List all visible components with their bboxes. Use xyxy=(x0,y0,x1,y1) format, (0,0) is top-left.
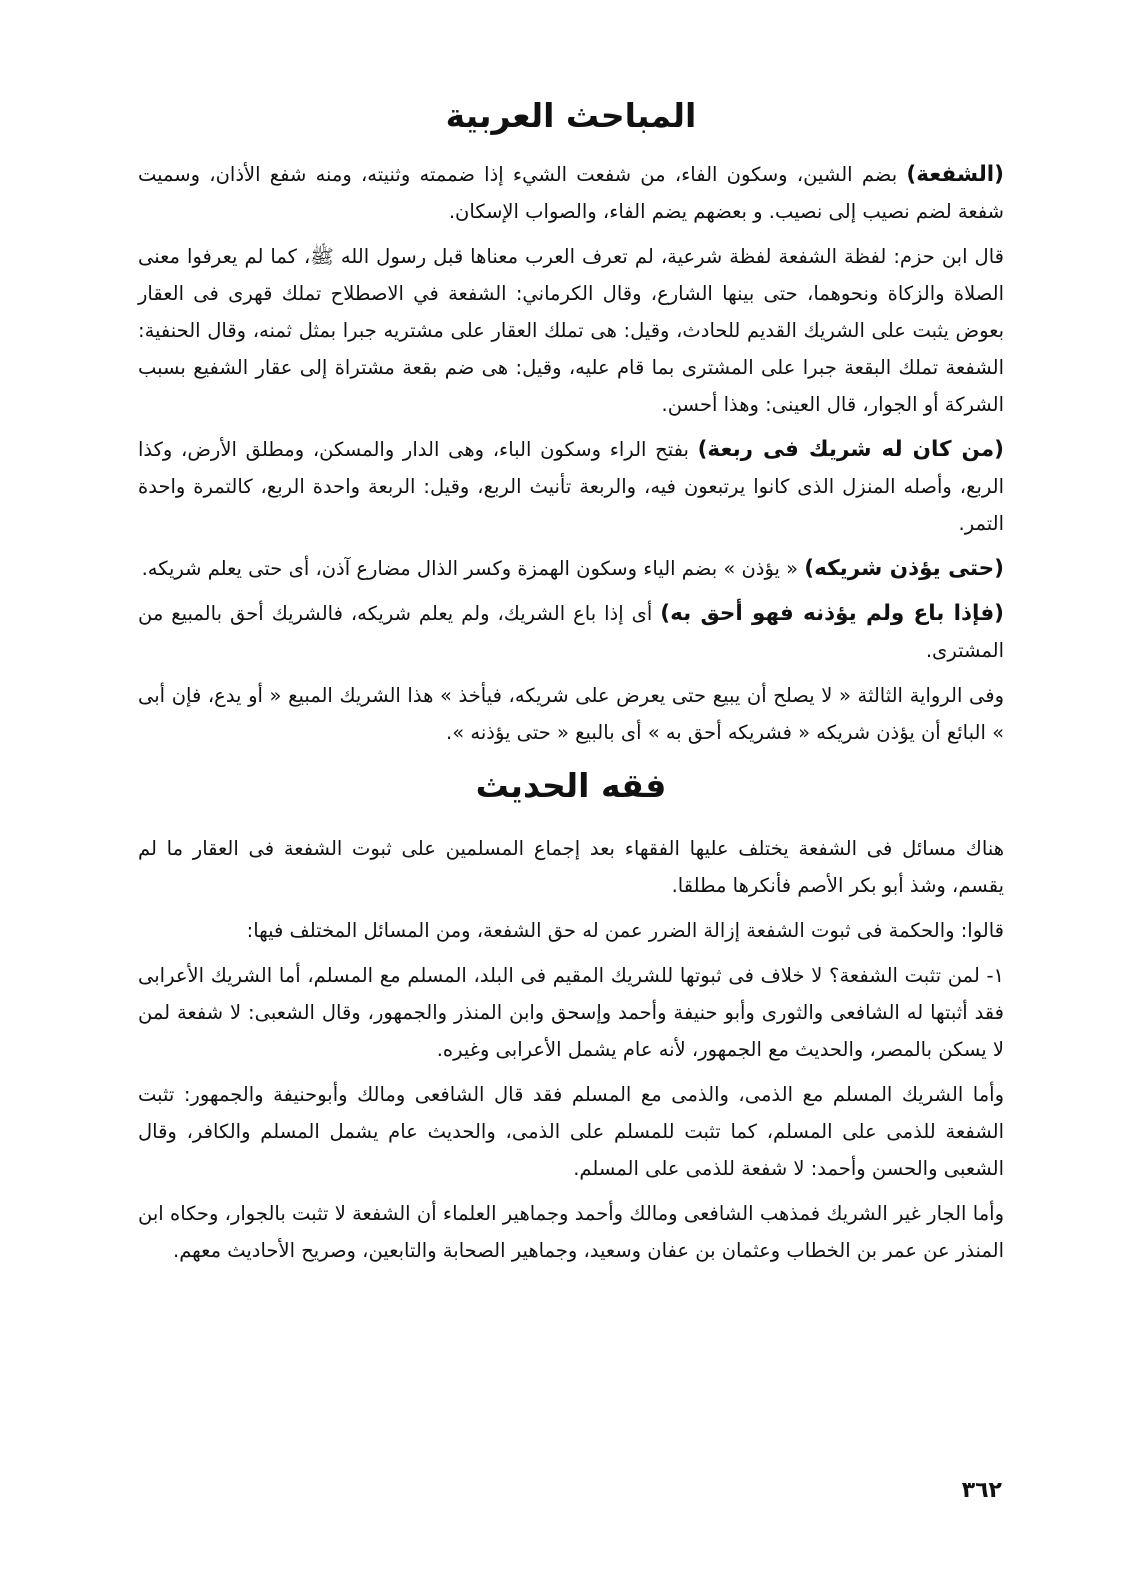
paragraph-ibn-hazm: قال ابن حزم: لفظة الشفعة لفظة شرعية، لم تعرف العرب معناها قبل رسول الله ﷺ، كما لم يعرفوا معنى الصلاة والزكاة ونحوهما، حتى بينها الشارع، وقال الكرماني: الشفعة في الاصطلاح تملك قهرى فى العقار بعوض يثبت على الشريك القديم للحادث، وقيل: هى تملك العقار على مشتريه جبرا بمثل ثمنه، وقال الحنفية: الشفعة تملك البقعة جبرا على المشترى بما قام عليه، وقيل: هى ضم بقعة مشتراة إلى عقار الشفيع بسبب الشركة أو الجوار، قال العينى: وهذا أحسن. xyxy=(138,244,1004,416)
paragraph-text: بضم الشين، وسكون الفاء، من شفعت الشيء إذا ضممته وثنيته، ومنه شفع الأذان، وسميت شفعة لضم نصيب إلى نصيب. و بعضهم يضم الفاء، والصواب الإسكان. xyxy=(138,162,1004,223)
paragraph-third-narration: وفى الرواية الثالثة « لا يصلح أن يبيع حتى يعرض على شريكه، فيأخذ » هذا الشريك المبيع « أو يدع، فإن أبى » البائع أن يؤذن شريكه « فشريكه أحق به » أى بالبيع « حتى يؤذنه ». xyxy=(138,683,1004,744)
section-title-arabic-studies: المباحث العربية xyxy=(445,96,697,135)
page-body xyxy=(138,95,1004,1277)
paragraph-wisdom: قالوا: والحكمة فى ثبوت الشفعة إزالة الضرر عمن له حق الشفعة، ومن المسائل المختلف فيها: xyxy=(246,918,1004,942)
paragraph-text: « يؤذن » بضم الياء وسكون الهمزة وكسر الذال مضارع آذن، أى حتى يعلم شريكه. xyxy=(141,556,805,580)
paragraph-dhimmi: وأما الشريك المسلم مع الذمى، والذمى مع المسلم فقد قال الشافعى ومالك وأبوحنيفة والجمهور: تثبت الشفعة للذمى على المسلم، كما تثبت للمسلم على الذمى، والحديث عام يشمل المسلم والكافر، وقال الشعبى والحسن وأحمد: لا شفعة للذمى على المسلم. xyxy=(138,1082,1004,1180)
paragraph-shufa-definition xyxy=(138,156,1004,230)
section-title-fiqh: فقه الحديث xyxy=(475,765,667,805)
paragraph-text: بفتح الراء وسكون الباء، وهى الدار والمسكن، ومطلق الأرض، وكذا الربع، وأصله المنزل الذى كانوا يرتبعون فيه، والربعة تأنيث الربع، وقيل: الربعة واحدة الربع، كالتمرة واحدة التمر. xyxy=(138,437,1004,535)
paragraph-rabaa xyxy=(138,431,1004,542)
paragraph-ahaq xyxy=(138,595,1004,669)
term-rabaa: (من كان له شريك فى ربعة) xyxy=(697,436,1004,462)
term-ahaq: (فإذا باع ولم يؤذنه فهو أحق به) xyxy=(660,600,1004,626)
paragraph-yuthin xyxy=(138,550,1004,587)
paragraph-text: أى إذا باع الشريك، ولم يعلم شريكه، فالشريك أحق بالمبيع من المشترى. xyxy=(138,601,1004,662)
term-yuthin: (حتى يؤذن شريكه) xyxy=(804,555,1004,581)
page-number: ٣٦٢ xyxy=(961,1478,1002,1503)
paragraph-issue-1: ١- لمن تثبت الشفعة؟ لا خلاف فى ثبوتها للشريك المقيم فى البلد، المسلم مع المسلم، أما الشريك الأعرابى فقد أثبتها له الشافعى والثورى وأبو حنيفة وأحمد وإسحق وابن المنذر والجمهور، وقال الشعبى: لا شفعة لمن لا يسكن بالمصر، والحديث مع الجمهور، لأنه عام يشمل الأعرابى وغيره. xyxy=(138,963,1004,1061)
term-shufa: (الشفعة) xyxy=(906,161,1004,187)
paragraph-fiqh-intro: هناك مسائل فى الشفعة يختلف عليها الفقهاء بعد إجماع المسلمين على ثبوت الشفعة فى العقار ما لم يقسم، وشذ أبو بكر الأصم فأنكرها مطلقا. xyxy=(138,836,1004,897)
paragraph-neighbor: وأما الجار غير الشريك فمذهب الشافعى ومالك وأحمد وجماهير العلماء أن الشفعة لا تثبت بالجوار، وحكاه ابن المنذر عن عمر بن الخطاب وعثمان بن عفان وسعيد، وجماهير الصحابة والتابعين، وصريح الأحاديث معهم. xyxy=(138,1201,1004,1262)
